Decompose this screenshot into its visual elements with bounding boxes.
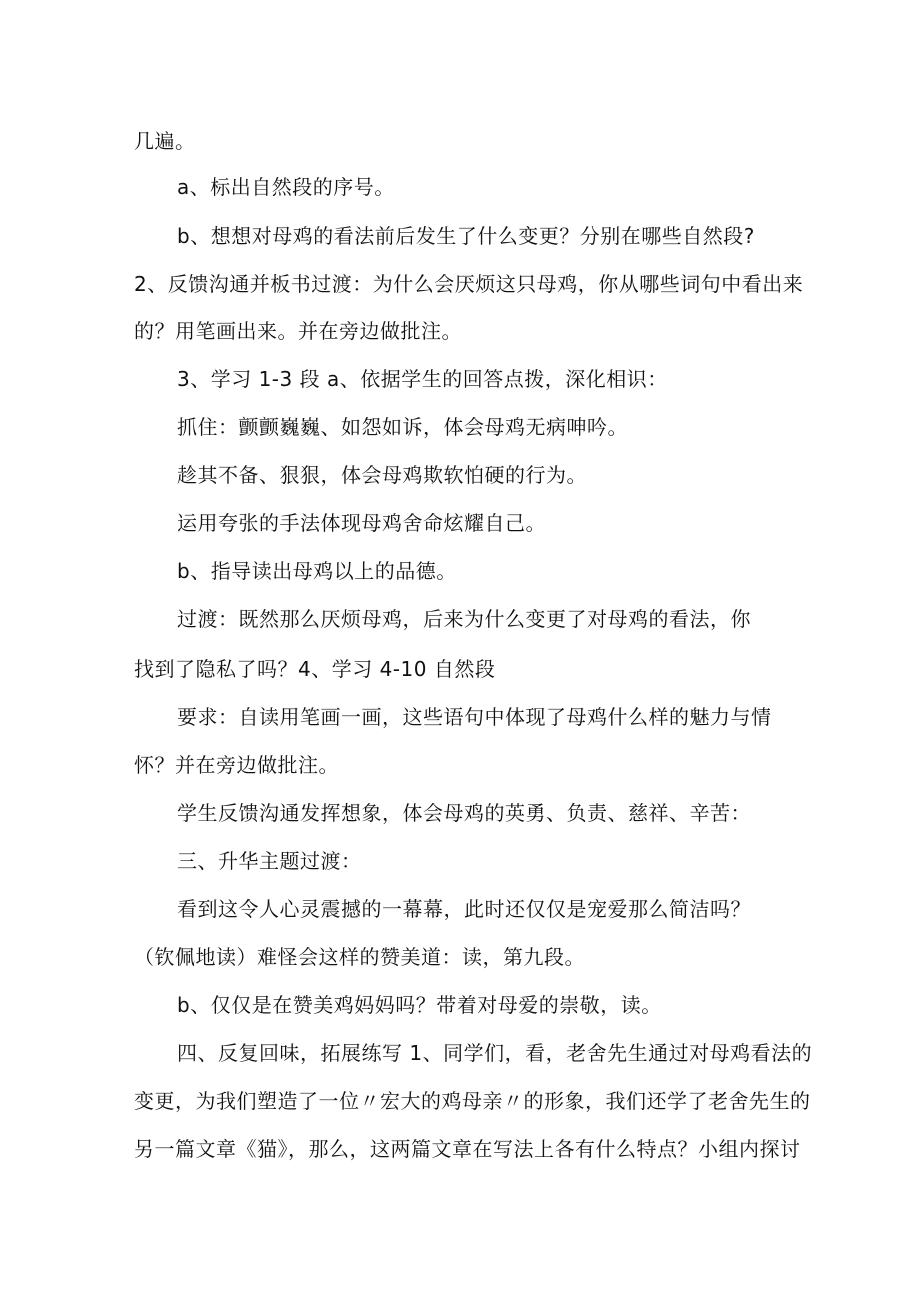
text-line: a、标出自然段的序号。 [177,175,395,199]
text-line: （钦佩地读）难怪会这样的赞美道：读，第九段。 [134,945,585,969]
text-line: 找到了隐私了吗？4、学习 4-10 自然段 [134,657,496,681]
text-line: 的？用笔画出来。并在旁边做批注。 [134,319,462,343]
text-line: 另一篇文章《猫》，那么，这两篇文章在写法上各有什么特点？小组内探讨 [134,1137,801,1161]
text-line: 3、学习 1-3 段 a、依据学生的回答点拨，深化相识： [177,367,668,391]
text-line: 看到这令人心灵震撼的一幕幕，此时还仅仅是宠爱那么简洁吗？ [177,897,751,921]
text-line: 要求：自读用笔画一画，这些语句中体现了母鸡什么样的魅力与情 [177,705,772,729]
text-line: 抓住：颤颤巍巍、如怨如诉，体会母鸡无病呻吟。 [177,415,628,439]
text-line: 几遍。 [134,129,196,153]
text-line: 变更，为我们塑造了一位〃宏大的鸡母亲〃的形象，我们还学了老舍先生的 [134,1089,811,1113]
text-line: 三、升华主题过渡： [177,849,362,873]
text-line: 运用夸张的手法体现母鸡舍命炫耀自己。 [177,511,546,535]
text-line: b、指导读出母鸡以上的品德。 [177,559,457,583]
text-line: 过渡：既然那么厌烦母鸡，后来为什么变更了对母鸡的看法，你 [177,607,751,631]
text-line: 2、反馈沟通并板书过渡：为什么会厌烦这只母鸡，你从哪些词句中看出来 [134,272,804,296]
text-line: 怀？并在旁边做批注。 [134,753,339,777]
text-line: b、想想对母鸡的看法前后发生了什么变更？分别在哪些自然段? [177,224,755,248]
text-line: 四、反复回味，拓展练写 1、同学们，看，老舍先生通过对母鸡看法的 [177,1041,813,1065]
text-line: 学生反馈沟通发挥想象，体会母鸡的英勇、负责、慈祥、辛苦： [177,801,751,825]
text-line: b、仅仅是在赞美鸡妈妈吗？带着对母爱的崇敬，读。 [177,993,662,1017]
text-line: 趁其不备、狠狠，体会母鸡欺软怕硬的行为。 [177,463,587,487]
